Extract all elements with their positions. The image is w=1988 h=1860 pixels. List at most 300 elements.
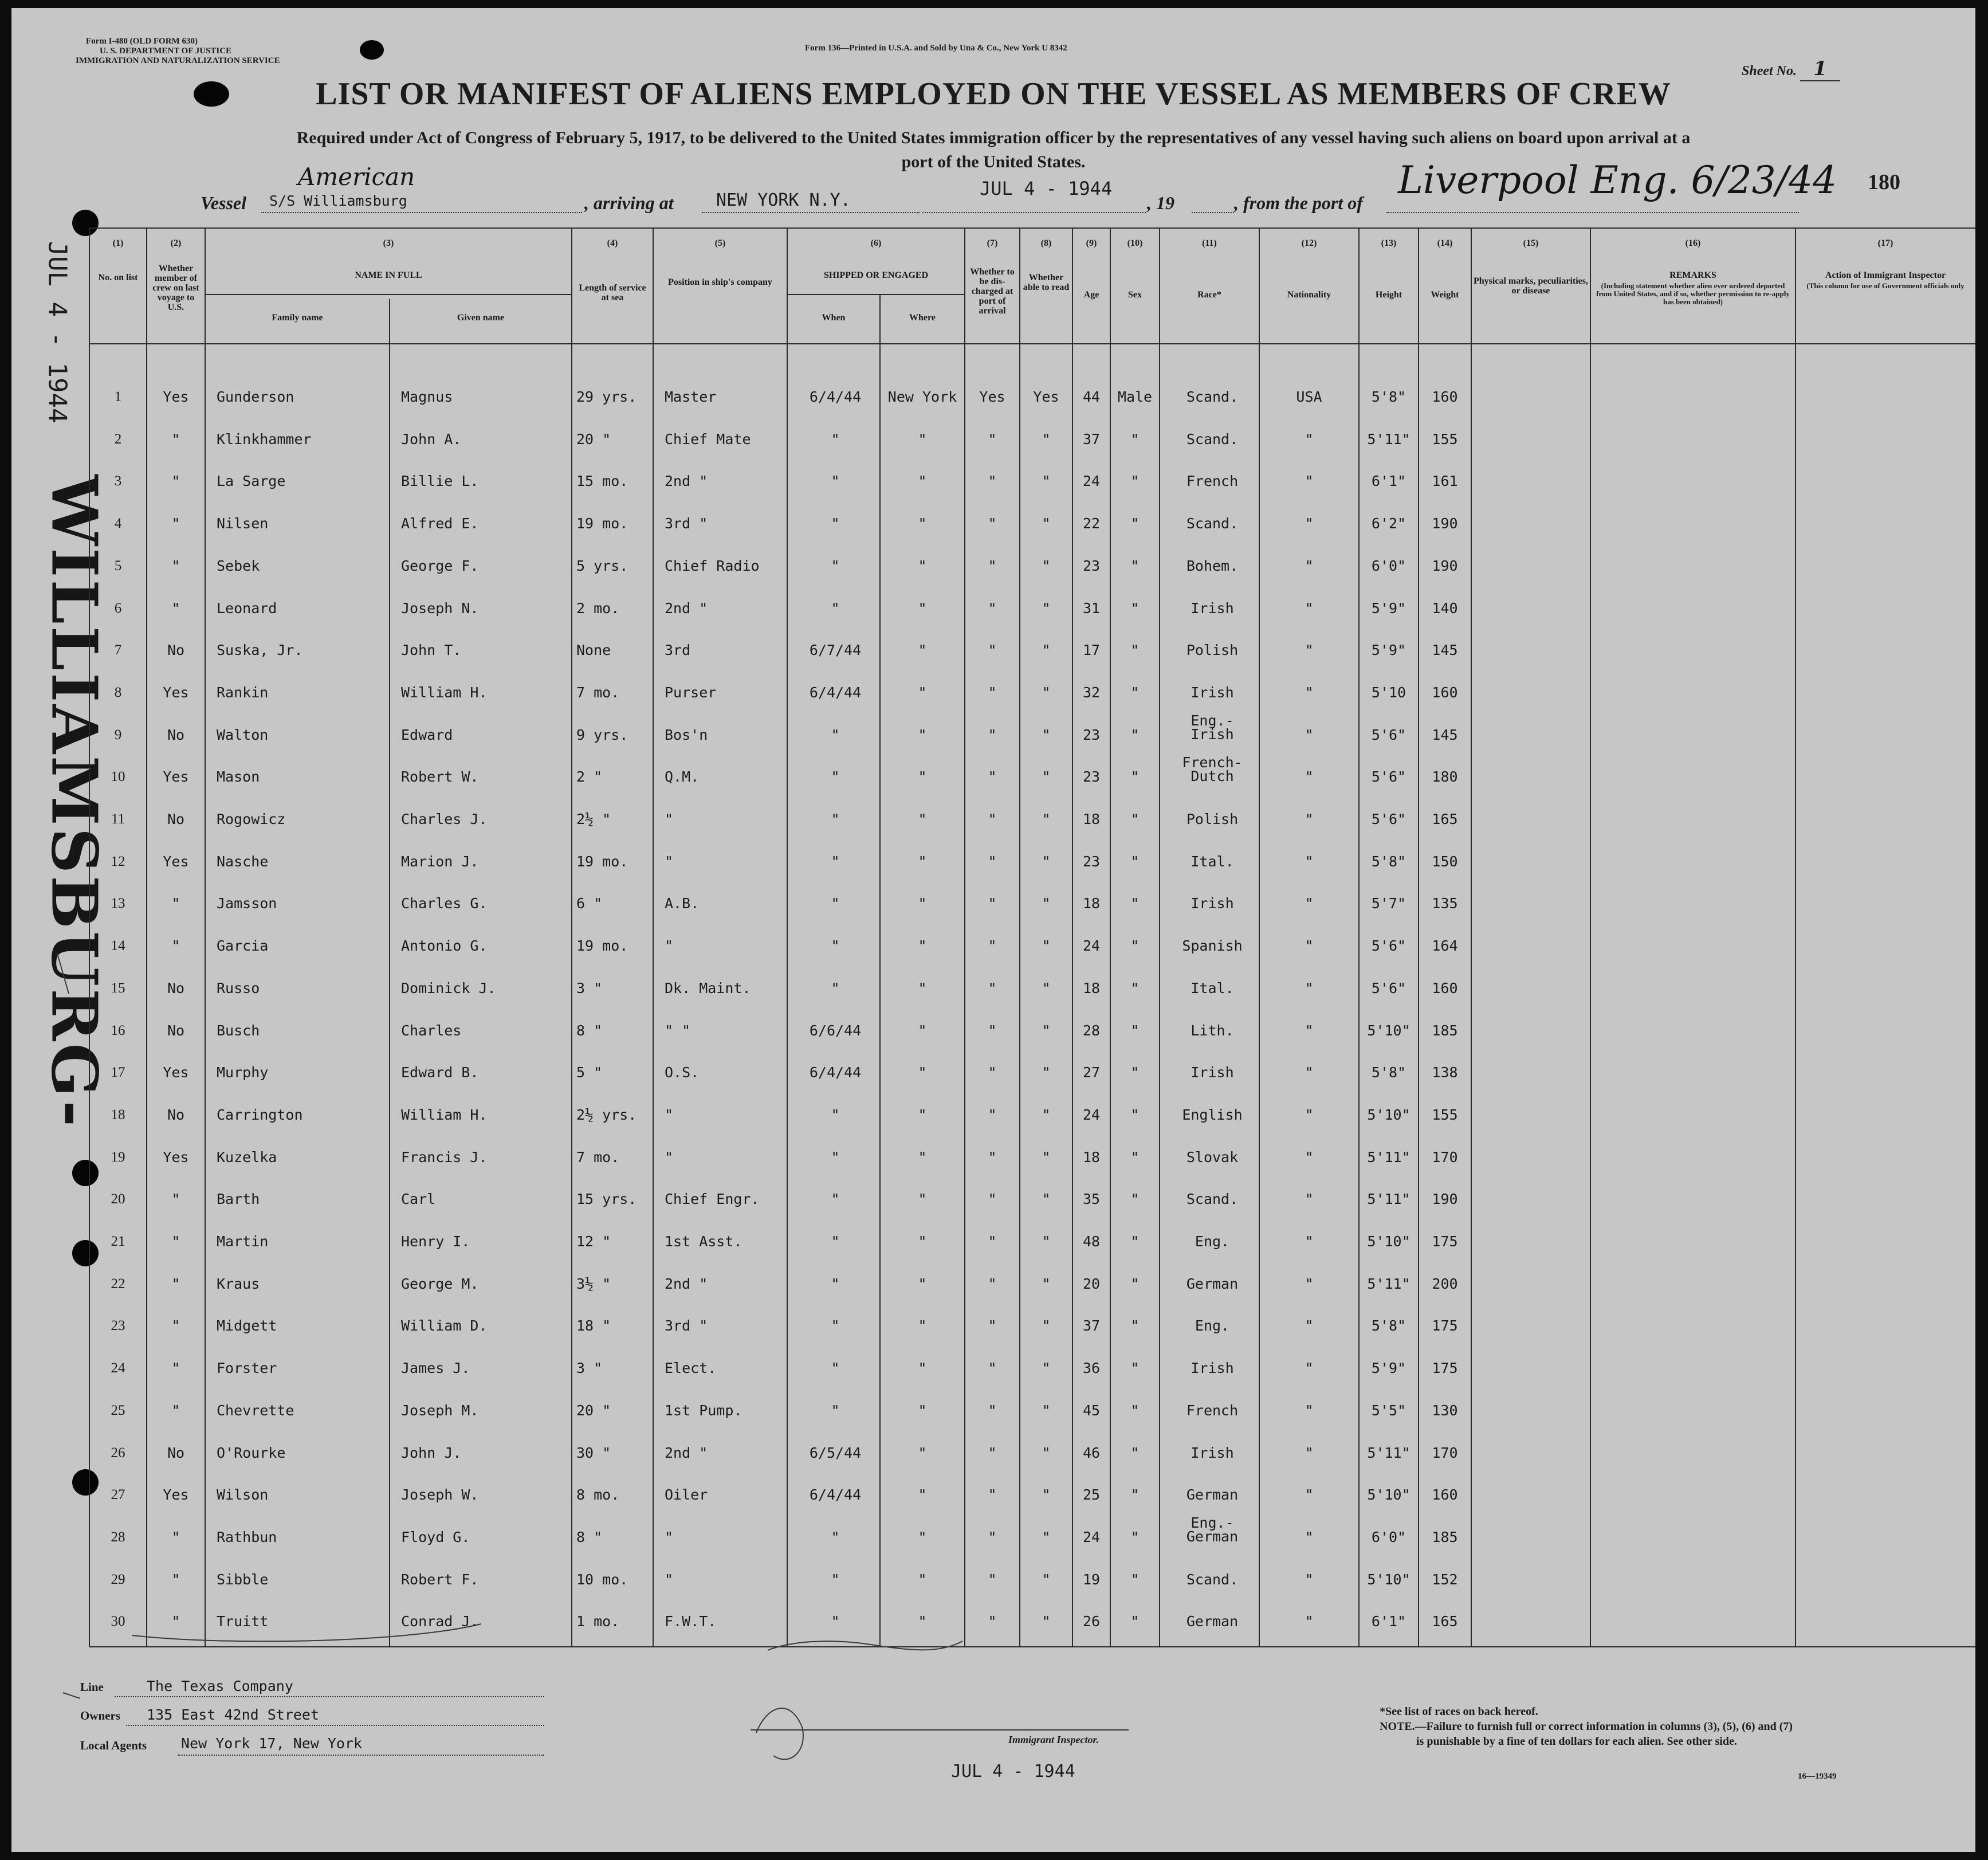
cell-weight: 150 [1432,853,1458,870]
cell-prev: " [171,1571,180,1588]
cell-nationality: " [1305,1486,1314,1503]
cell-sex: " [1130,1233,1140,1250]
cell-service: 30 " [576,1445,611,1461]
cell-height: 5'9" [1371,1360,1406,1376]
cell-sex: " [1130,1106,1140,1123]
department: U. S. DEPARTMENT OF JUSTICE [100,46,232,56]
cell-position: Chief Radio [665,558,760,574]
cell-race: Slovak [1186,1149,1239,1166]
cell-when: " [831,727,840,743]
cell-discharged: " [988,1191,997,1207]
cell-height: 6'0" [1371,1529,1406,1545]
cell-race: Ital. [1191,853,1234,870]
cell-age: 23 [1082,853,1101,870]
cell-given: Edward [401,727,453,743]
column-number: (5) [714,238,726,248]
cell-height: 5'11" [1367,1149,1411,1166]
cell-no: 3 [114,473,122,489]
cell-family: Truitt [217,1613,269,1630]
cell-race: English [1182,1106,1243,1123]
ink-blot-small [360,40,384,60]
cell-discharged: " [988,473,997,489]
column-number: (10) [1127,238,1143,248]
inspector-label: Immigrant Inspector. [1008,1734,1099,1745]
cell-where: " [918,1064,927,1081]
cell-family: Sebek [217,558,260,574]
cell-nationality: " [1305,515,1314,532]
cell-nationality: " [1305,1445,1314,1461]
cell-weight: 160 [1432,389,1458,405]
cell-age: 48 [1082,1233,1101,1250]
cell-weight: 190 [1432,515,1458,532]
cell-service: 2 " [576,768,603,785]
cell-sex: " [1130,1360,1140,1376]
cell-sex: " [1130,1064,1140,1081]
cell-age: 27 [1082,1064,1101,1081]
cell-weight: 180 [1432,768,1458,785]
agents-label: Local Agents [80,1739,147,1752]
cell-sex: " [1130,980,1140,996]
cell-discharged: " [988,937,997,954]
cell-prev: " [171,1360,180,1376]
column-number: (7) [987,238,998,248]
cell-read: " [1042,1276,1051,1292]
cell-discharged: " [988,1022,997,1039]
column-subheader: When [822,313,846,323]
cell-sex: " [1130,768,1140,785]
cell-read: " [1042,727,1051,743]
cell-read: " [1042,431,1051,448]
cell-given: Marion J. [401,853,479,870]
cell-read: " [1042,937,1051,954]
cell-when: " [831,1233,840,1250]
cell-position: 1st Pump. [665,1402,742,1419]
cell-weight: 175 [1432,1360,1458,1376]
cell-service: 20 " [576,1402,611,1419]
cell-race: French [1186,1402,1239,1419]
cell-family: Midgett [217,1317,277,1334]
cell-no: 24 [111,1360,125,1376]
cell-when: " [831,600,840,617]
cell-nationality: " [1305,1402,1314,1419]
cell-sex: " [1130,1022,1140,1039]
column-header: REMARKS [1669,270,1716,280]
cell-no: 11 [111,811,125,827]
cell-family: Murphy [217,1064,269,1081]
cell-age: 24 [1082,473,1101,489]
cell-where: " [918,600,927,617]
cell-weight: 155 [1432,431,1458,448]
cell-sex: " [1130,600,1140,617]
column-subheader: Family name [272,313,323,323]
cell-weight: 200 [1432,1276,1458,1292]
cell-given: Robert F. [401,1571,479,1588]
cell-where: " [918,1486,927,1503]
cell-weight: 170 [1432,1445,1458,1461]
cell-race: Irish [1191,600,1234,617]
cell-position: 1st Asst. [665,1233,742,1250]
cell-where: " [918,1022,927,1039]
cell-sex: " [1130,1613,1140,1630]
cell-where: " [918,558,927,574]
cell-race: Scand. [1186,1191,1239,1207]
cell-given: George M. [401,1276,479,1292]
cell-sex: Male [1117,389,1153,405]
cell-read: " [1042,811,1051,827]
cell-position: O.S. [665,1064,700,1081]
cell-service: 3 " [576,1360,603,1376]
cell-weight: 145 [1432,727,1458,743]
cell-service: 7 mo. [576,684,620,701]
cell-no: 28 [111,1529,125,1545]
fine-note-2: is punishable by a fine of ten dollars for each alien. See other side. [1416,1735,1737,1748]
cell-where: " [918,937,927,954]
cell-service: 12 " [576,1233,611,1250]
column-subheader: Where [909,313,936,323]
service: IMMIGRATION AND NATURALIZATION SERVICE [76,56,280,65]
cell-prev: " [171,558,180,574]
form-id: Form I-480 (OLD FORM 630) [86,37,198,46]
cell-height: 5'6" [1371,980,1406,996]
cell-when: " [831,1360,840,1376]
cell-age: 23 [1082,727,1101,743]
cell-given: Joseph W. [401,1486,479,1503]
cell-given: Dominick J. [401,980,496,996]
vessel-name: S/S Williamsburg [269,193,407,209]
cell-given: Henry I. [401,1233,470,1250]
cell-weight: 164 [1432,937,1458,954]
cell-read: " [1042,1106,1051,1123]
cell-sex: " [1130,1486,1140,1503]
cell-prev: " [171,1317,180,1334]
cell-height: 5'8" [1371,389,1406,405]
cell-height: 5'10" [1367,1571,1411,1588]
column-number: (11) [1202,238,1217,248]
cell-given: Conrad J. [401,1613,479,1630]
cell-weight: 165 [1432,1613,1458,1630]
cell-given: Alfred E. [401,515,479,532]
cell-nationality: " [1305,1529,1314,1545]
subtitle-line-1: Required under Act of Congress of February 5, 1917, to be delivered to the United States immigration officer by the representatives of any vessel having such aliens on board upon arrival at a [296,128,1691,147]
cell-race: Scand. [1186,431,1239,448]
cell-weight: 185 [1432,1529,1458,1545]
vessel-label: Vessel [201,193,246,213]
column-number: (12) [1301,238,1317,248]
cell-family: Suska, Jr. [217,642,303,658]
cell-race: Irish [1191,1064,1234,1081]
cell-no: 9 [114,727,122,743]
cell-no: 12 [111,854,125,869]
cell-weight: 160 [1432,980,1458,996]
cell-race: Spanish [1182,937,1243,954]
cell-no: 20 [111,1191,125,1207]
cell-nationality: " [1305,642,1314,658]
cell-weight: 175 [1432,1317,1458,1334]
cell-read: " [1042,1233,1051,1250]
cell-given: Magnus [401,389,453,405]
cell-sex: " [1130,811,1140,827]
cell-given: John J. [401,1445,462,1461]
line-value: The Texas Company [147,1678,293,1694]
cell-position: F.W.T. [665,1613,717,1630]
cell-sex: " [1130,1445,1140,1461]
cell-age: 24 [1082,937,1101,954]
cell-when: 6/6/44 [809,1022,862,1039]
cell-race: Ital. [1191,980,1234,996]
cell-prev: " [171,1529,180,1545]
cell-read: " [1042,1317,1051,1334]
cell-family: Rogowicz [217,811,286,827]
cell-age: 20 [1082,1276,1101,1292]
cell-where: " [918,1571,927,1588]
cell-prev: No [167,1445,185,1461]
cell-height: 5'8" [1371,1317,1406,1334]
cell-family: Garcia [217,937,269,954]
cell-position: " [665,853,674,870]
cell-age: 36 [1082,1360,1101,1376]
cell-nationality: " [1305,1022,1314,1039]
cell-age: 31 [1082,600,1101,617]
cell-when: " [831,768,840,785]
cell-family: Wilson [217,1486,269,1503]
cell-position: " [665,1149,674,1166]
cell-position: 2nd " [665,1445,708,1461]
cell-when: 6/4/44 [809,1486,862,1503]
cell-age: 32 [1082,684,1101,701]
cell-read: " [1042,515,1051,532]
cell-age: 45 [1082,1402,1101,1419]
cell-prev: " [171,431,180,448]
cell-age: 22 [1082,515,1101,532]
cell-prev: " [171,1402,180,1419]
column-number: (14) [1437,238,1453,248]
column-header: Sex [1128,290,1142,300]
cell-when: " [831,1317,840,1334]
cell-height: 6'1" [1371,1613,1406,1630]
cell-position: Purser [665,684,717,701]
cell-age: 24 [1082,1529,1101,1545]
cell-given: Carl [401,1191,436,1207]
cell-read: " [1042,895,1051,912]
cell-height: 5'10 [1371,684,1406,701]
cell-sex: " [1130,895,1140,912]
cell-sex: " [1130,515,1140,532]
cell-service: 29 yrs. [576,389,637,405]
cell-when: " [831,1149,840,1166]
cell-when: " [831,937,840,954]
cell-position: " " [665,1022,691,1039]
manifest-sheet [11,8,1975,1852]
cell-nationality: " [1305,811,1314,827]
cell-no: 5 [114,558,122,574]
cell-when: 6/4/44 [809,684,862,701]
cell-height: 5'7" [1371,895,1406,912]
cell-where: " [918,515,927,532]
cell-position: A.B. [665,895,700,912]
cell-position: Master [665,389,717,405]
cell-when: " [831,1191,840,1207]
cell-no: 8 [114,685,122,700]
cell-prev: Yes [163,684,189,701]
cell-where: " [918,1360,927,1376]
cell-read: " [1042,558,1051,574]
cell-when: " [831,473,840,489]
column-note: (Including statement whether alien ever ordered deported from United States, and if so, whether permission to re-apply has been obtained) [1596,281,1790,306]
cell-discharged: " [988,515,997,532]
cell-when: " [831,515,840,532]
cell-age: 28 [1082,1022,1101,1039]
cell-where: " [918,768,927,785]
cell-family: Jamsson [217,895,277,912]
cell-race: Eng.- German [1186,1514,1239,1545]
cell-service: 10 mo. [576,1571,628,1588]
cell-service: 7 mo. [576,1149,620,1166]
cell-race: Scand. [1186,1571,1239,1588]
cell-discharged: " [988,1106,997,1123]
cell-weight: 160 [1432,1486,1458,1503]
column-header: Race* [1197,290,1221,300]
cell-sex: " [1130,642,1140,658]
cell-nationality: " [1305,431,1314,448]
cell-no: 29 [111,1572,125,1587]
cell-position: 3rd " [665,515,708,532]
cell-family: Busch [217,1022,260,1039]
cell-service: 18 " [576,1317,611,1334]
cell-position: Bos'n [665,727,708,743]
cell-discharged: " [988,1445,997,1461]
cell-read: " [1042,1402,1051,1419]
cell-read: Yes [1033,389,1059,405]
cell-family: Rankin [217,684,269,701]
cell-prev: Yes [163,853,189,870]
cell-age: 44 [1082,389,1101,405]
footer-date-stamp: JUL 4 - 1944 [951,1761,1075,1781]
cell-race: Bohem. [1186,558,1239,574]
cell-nationality: " [1305,1149,1314,1166]
column-header: Length of service at sea [579,283,646,303]
cell-family: Mason [217,768,260,785]
column-header: Whether to be dis-charged at port of arrival [970,267,1015,316]
cell-nationality: " [1305,473,1314,489]
cell-discharged: " [988,768,997,785]
cell-family: La Sarge [217,473,286,489]
column-number: (17) [1877,238,1893,248]
cell-given: Antonio G. [401,937,488,954]
cell-race: Irish [1191,1445,1234,1461]
cell-no: 22 [111,1276,125,1292]
cell-weight: 185 [1432,1022,1458,1039]
cell-nationality: " [1305,727,1314,743]
cell-given: William D. [401,1317,488,1334]
punch-hole-top [72,210,99,236]
cell-sex: " [1130,1529,1140,1545]
cell-weight: 155 [1432,1106,1458,1123]
cell-age: 18 [1082,811,1101,827]
cell-race: French [1186,473,1239,489]
cell-when: 6/4/44 [809,389,862,405]
cell-service: 15 yrs. [576,1191,637,1207]
cell-sex: " [1130,1571,1140,1588]
cell-sex: " [1130,1402,1140,1419]
cell-discharged: " [988,1276,997,1292]
column-number: (13) [1381,238,1397,248]
cell-family: Rathbun [217,1529,277,1545]
cell-prev: " [171,1191,180,1207]
cell-race: Irish [1191,895,1234,912]
cell-no: 13 [111,896,125,911]
cell-given: Robert W. [401,768,479,785]
column-number: (9) [1086,238,1097,248]
cell-position: Chief Mate [665,431,751,448]
cell-weight: 145 [1432,642,1458,658]
cell-family: Kuzelka [217,1149,277,1166]
cell-discharged: " [988,1529,997,1545]
column-header: Nationality [1287,290,1331,300]
cell-read: " [1042,1064,1051,1081]
cell-prev: Yes [163,1064,189,1081]
cell-nationality: " [1305,853,1314,870]
page-title: LIST OR MANIFEST OF ALIENS EMPLOYED ON THE VESSEL AS MEMBERS OF CREW [316,76,1671,112]
cell-read: " [1042,1613,1051,1630]
cell-position: " [665,937,674,954]
cell-prev: No [167,727,185,743]
cell-service: 19 mo. [576,937,628,954]
cell-race: Lith. [1191,1022,1234,1039]
cell-position: " [665,1529,674,1545]
cell-weight: 138 [1432,1064,1458,1081]
cell-sex: " [1130,1276,1140,1292]
cell-sex: " [1130,1317,1140,1334]
cell-family: Russo [217,980,260,996]
cell-height: 5'10" [1367,1022,1411,1039]
column-number: (3) [383,238,394,248]
cell-position: 2nd " [665,600,708,617]
cell-prev: No [167,811,185,827]
cell-where: " [918,895,927,912]
cell-discharged: " [988,558,997,574]
cell-family: O'Rourke [217,1445,286,1461]
cell-where: " [918,980,927,996]
cell-nationality: " [1305,980,1314,996]
cell-where: " [918,1529,927,1545]
cell-sex: " [1130,558,1140,574]
margin-date-stamp: JUL 4 - 1944 [42,241,72,423]
cell-given: Joseph N. [401,600,479,617]
cell-discharged: Yes [979,389,1005,405]
cell-position: 3rd [665,642,691,658]
cell-where: " [918,431,927,448]
cell-position: Q.M. [665,768,700,785]
cell-family: Barth [217,1191,260,1207]
cell-read: " [1042,1445,1051,1461]
cell-discharged: " [988,980,997,996]
column-number: (4) [607,238,618,248]
cell-when: " [831,1402,840,1419]
cell-height: 5'9" [1371,642,1406,658]
cell-position: Chief Engr. [665,1191,760,1207]
cell-family: Sibble [217,1571,269,1588]
cell-position: Elect. [665,1360,717,1376]
cell-read: " [1042,1360,1051,1376]
cell-position: " [665,811,674,827]
cell-race: Scand. [1186,389,1239,405]
cell-prev: Yes [163,768,189,785]
cell-height: 5'11" [1367,1276,1411,1292]
cell-race: Eng.- Irish [1191,712,1234,743]
cell-discharged: " [988,1317,997,1334]
cell-discharged: " [988,1402,997,1419]
cell-service: 9 yrs. [576,727,628,743]
